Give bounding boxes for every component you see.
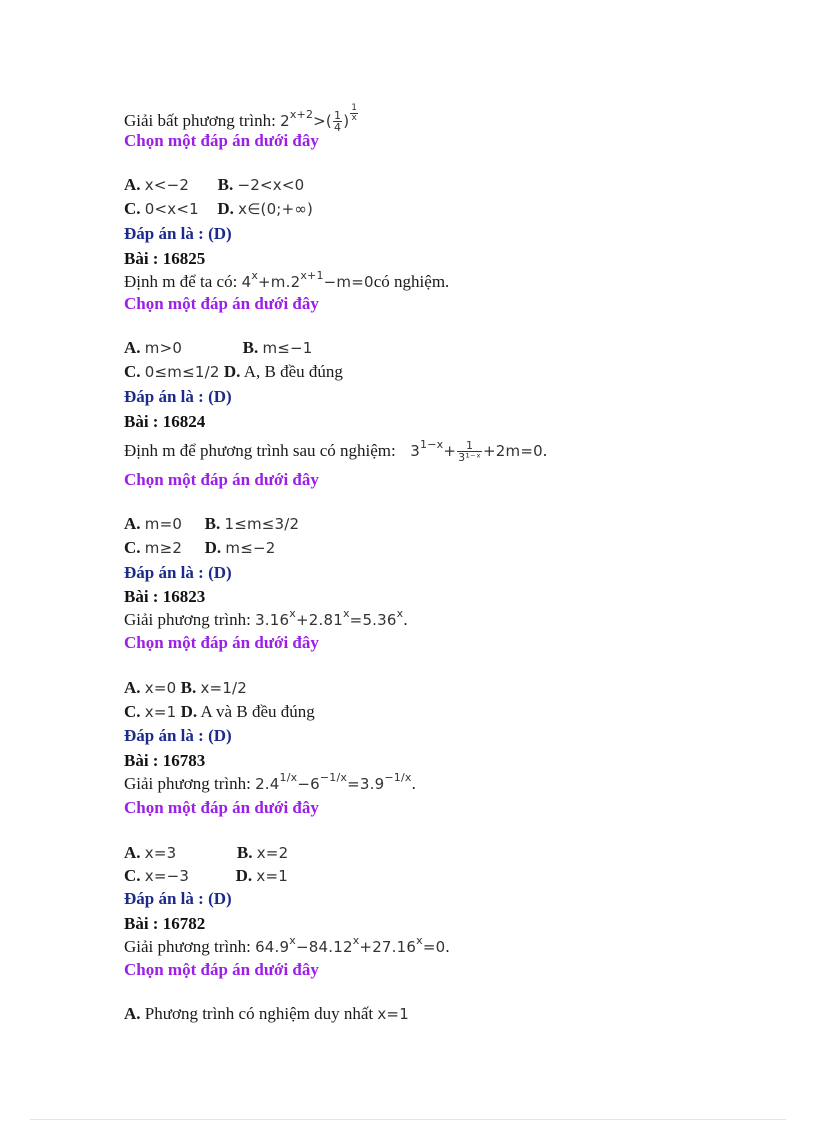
option-d-label[interactable]: D. — [204, 538, 222, 557]
fraction: $\frac{1}{4}$ — [333, 109, 342, 134]
option-row — [124, 866, 288, 886]
option-a-label[interactable]: A. — [124, 843, 141, 862]
fraction: $\frac{1}{\text{3¹⁻ˣ}}$ — [458, 439, 482, 464]
formula: $3.16^x+2.81^x=5.36^x$ — [255, 607, 404, 629]
option-b-value[interactable]: −2<x<0 — [237, 176, 305, 194]
formula: $3^{1-x}+$ $\frac{1}{\text{3¹⁻ˣ}}$ +2m=0 — [410, 438, 543, 464]
option-d-label[interactable]: D. — [180, 702, 198, 721]
option-b-label[interactable]: B. — [217, 175, 234, 194]
option-b-value[interactable]: 1≤m≤3/2 — [224, 515, 300, 533]
option-row — [124, 843, 288, 863]
option-a-value[interactable]: x<−2 — [144, 176, 190, 194]
option-c-label[interactable]: C. — [124, 362, 141, 381]
answer-label: Đáp án là : (D) — [124, 387, 232, 406]
option-d-label[interactable]: D. — [217, 199, 234, 218]
option-a-text[interactable]: Phương trình có nghiệm duy nhất — [144, 1004, 374, 1023]
question-title: Bài : 16783 — [124, 751, 206, 770]
formula: $2^{x+2}>$( $\frac{1}{4}$ ) $\frac{1}{x}$ — [280, 103, 358, 134]
option-row — [124, 538, 275, 558]
answer-label: Đáp án là : (D) — [124, 889, 232, 908]
option-b-label[interactable]: B. — [204, 514, 221, 533]
option-a-label[interactable]: A. — [124, 1004, 141, 1023]
option-b-value[interactable]: x=2 — [256, 844, 289, 862]
formula: $2.4^{1/x}-6^{-1/x}=3.9^{-1/x}$ — [255, 771, 412, 793]
answer-label: Đáp án là : (D) — [124, 224, 232, 243]
option-b-label[interactable]: B. — [180, 678, 197, 697]
page-bottom-divider — [30, 1119, 786, 1120]
option-row — [124, 702, 315, 722]
question-statement: Giải phương trình: $3.16^x+2.81^x=5.36^x$. — [124, 607, 408, 629]
option-row — [124, 678, 247, 698]
question-statement: Giải phương trình: $2.4^{1/x}-6^{-1/x}=3.9^{-1/x}$. — [124, 771, 416, 793]
choose-prompt: Chọn một đáp án dưới đây — [124, 633, 319, 652]
option-c-value[interactable]: x=1 — [144, 703, 177, 721]
choose-prompt: Chọn một đáp án dưới đây — [124, 470, 319, 489]
option-b-label[interactable]: B. — [242, 338, 259, 357]
option-c-label[interactable]: C. — [124, 199, 141, 218]
option-a-value[interactable]: m=0 — [144, 515, 183, 533]
choose-prompt: Chọn một đáp án dưới đây — [124, 798, 319, 817]
question-title: Bài : 16825 — [124, 249, 206, 268]
option-a-value[interactable]: m>0 — [144, 339, 183, 357]
question-statement: Định m để ta có: $4^x+m.2^{x+1}-m=0có$ nghiệm. — [124, 269, 450, 291]
option-d-label[interactable]: D. — [235, 866, 253, 885]
option-b-label[interactable]: B. — [236, 843, 253, 862]
option-row — [124, 338, 313, 358]
formula: $4^x+m.2^{x+1}-m=0$ — [241, 269, 374, 291]
answer-label: Đáp án là : (D) — [124, 563, 232, 582]
option-c-value[interactable]: 0<x<1 — [144, 200, 199, 218]
option-a-label[interactable]: A. — [124, 678, 141, 697]
question-statement: Giải bất phương trình: $2^{x+2}>$( $\frac{1}{4}$ ) $\frac{1}{x}$ — [124, 103, 358, 134]
option-d-value[interactable]: m≤−2 — [225, 539, 276, 557]
option-d-value[interactable]: x∈(0;+∞) — [238, 200, 314, 218]
option-d-label[interactable]: D. — [223, 362, 241, 381]
option-row — [124, 199, 313, 219]
question-title: Bài : 16824 — [124, 412, 206, 431]
question-statement: Định m để phương trình sau có nghiệm: $3^{1-x}+$ $\frac{1}{\text{3¹⁻ˣ}}$ +2m=0. — [124, 438, 548, 464]
option-b-value[interactable]: m≤−1 — [262, 339, 313, 357]
choose-prompt: Chọn một đáp án dưới đây — [124, 294, 319, 313]
option-c-label[interactable]: C. — [124, 702, 141, 721]
option-d-value[interactable]: A và B đều đúng — [200, 702, 315, 721]
option-row — [124, 514, 299, 534]
option-c-label[interactable]: C. — [124, 538, 141, 557]
question-statement: Giải phương trình: $64.9^x-84.12^x+27.16^x=0$. — [124, 934, 450, 956]
answer-label: Đáp án là : (D) — [124, 726, 232, 745]
option-a-value[interactable]: x=1 — [377, 1005, 409, 1023]
option-c-value[interactable]: x=−3 — [144, 867, 190, 885]
option-d-value[interactable]: x=1 — [256, 867, 289, 885]
option-row — [124, 362, 343, 382]
choose-prompt: Chọn một đáp án dưới đây — [124, 960, 319, 979]
question-title: Bài : 16823 — [124, 587, 206, 606]
option-a-value[interactable]: x=0 — [144, 679, 177, 697]
option-d-value[interactable]: A, B đều đúng — [243, 362, 343, 381]
option-a-label[interactable]: A. — [124, 175, 141, 194]
option-c-value[interactable]: 0≤m≤1/2 — [144, 363, 220, 381]
option-row — [124, 1004, 409, 1024]
option-a-value[interactable]: x=3 — [144, 844, 177, 862]
formula: $64.9^x-84.12^x+27.16^x=0$ — [255, 934, 446, 956]
choose-prompt: Chọn một đáp án dưới đây — [124, 131, 319, 150]
option-b-value[interactable]: x=1/2 — [200, 679, 248, 697]
option-a-label[interactable]: A. — [124, 514, 141, 533]
option-c-value[interactable]: m≥2 — [144, 539, 183, 557]
option-a-label[interactable]: A. — [124, 338, 141, 357]
exponent-fraction: $\frac{1}{x}$ — [351, 103, 358, 123]
question-title: Bài : 16782 — [124, 914, 206, 933]
option-row — [124, 175, 304, 195]
option-c-label[interactable]: C. — [124, 866, 141, 885]
